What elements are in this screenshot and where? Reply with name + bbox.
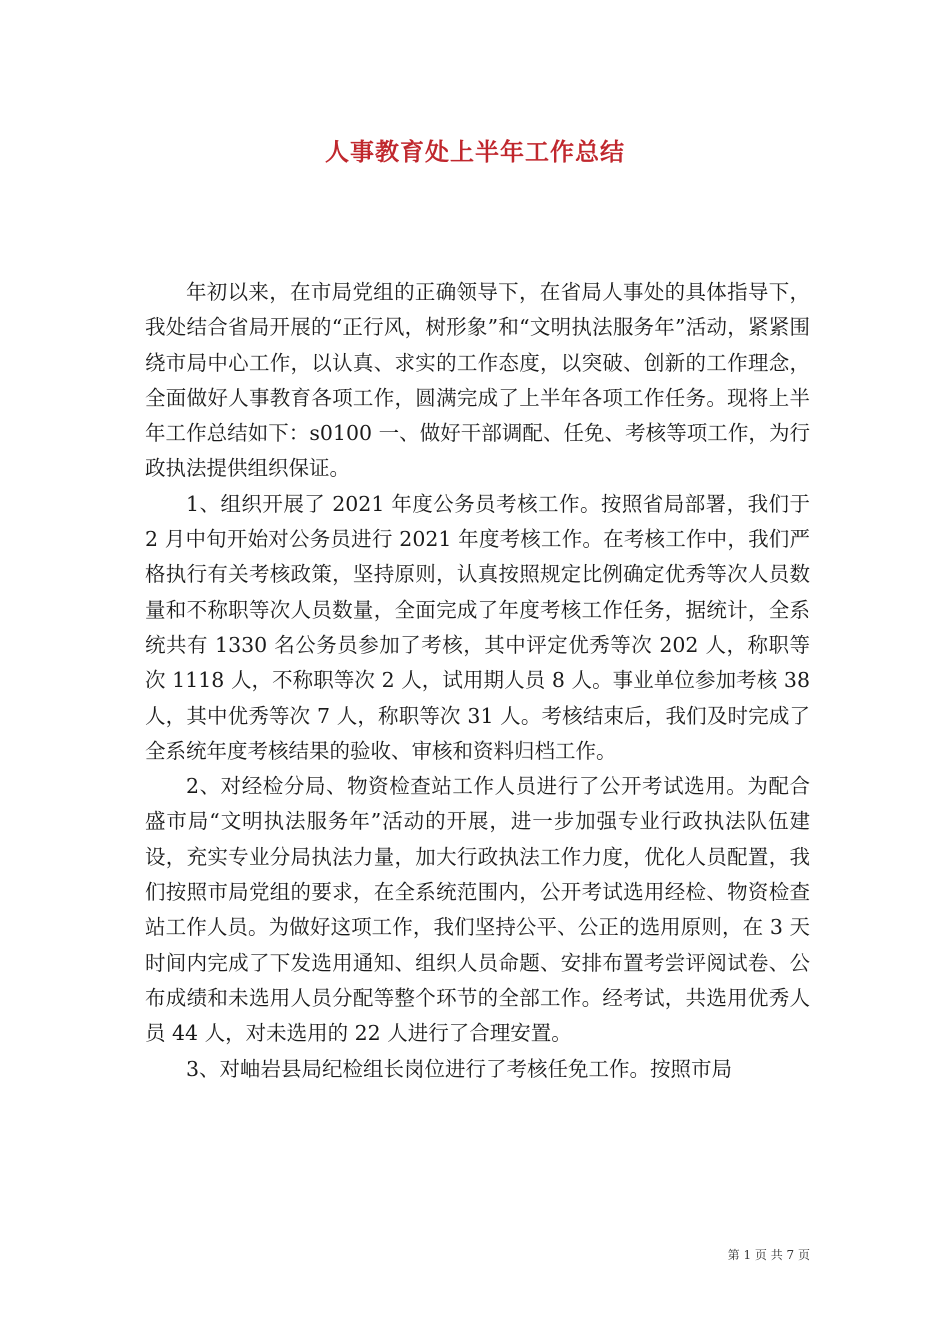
paragraph-item-1: 1、组织开展了 2021 年度公务员考核工作。按照省局部署，我们于 2 月中旬开始对公务员进行 2021 年度考核工作。在考核工作中，我们严格执行有关考核政策，坚持原则，认真按照规定比例确定优秀等次人员数量和不称职等次人员数量，全面完成了年度考核工作任务，据统计，全系统共有 1330 名公务员参加了考核，其中评定优秀等次 202 人，称职等次 1118 人，不称职等次 2 人，试用期人员 8 人。事业单位参加考核 38 人，其中优秀等次 7 人，称职等次 31 人。考核结束后，我们及时完成了全系统年度考核结果的验收、审核和资料归档工作。 bbox=[145, 491, 810, 763]
paragraph-item-3: 3、对岫岩县局纪检组长岗位进行了考核任免工作。按照市局 bbox=[186, 1056, 733, 1081]
document-body bbox=[145, 275, 810, 1087]
document-title: 人事教育处上半年工作总结 bbox=[325, 138, 625, 166]
paragraph-item-2: 2、对经检分局、物资检查站工作人员进行了公开考试选用。为配合盛市局“文明执法服务年”活动的开展，进一步加强专业行政执法队伍建设，充实专业分局执法力量，加大行政执法工作力度，优化人员配置，我们按照市局党组的要求，在全系统范围内，公开考试选用经检、物资检查站工作人员。为做好这项工作，我们坚持公平、公正的选用原则，在 3 天时间内完成了下发选用通知、组织人员命题、安排布置考尝评阅试卷、公布成绩和未选用人员分配等整个环节的全部工作。经考试，共选用优秀人员 44 人，对未选用的 22 人进行了合理安置。 bbox=[145, 774, 810, 1046]
page-number-footer: 第 1 页 共 7 页 bbox=[727, 1248, 810, 1262]
paragraph-intro: 年初以来，在市局党组的正确领导下，在省局人事处的具体指导下，我处结合省局开展的“正行风，树形象”和“文明执法服务年”活动，紧紧围绕市局中心工作，以认真、求实的工作态度，以突破、创新的工作理念，全面做好人事教育各项工作，圆满完成了上半年各项工作任务。现将上半年工作总结如下：s0100 一、做好干部调配、任免、考核等项工作，为行政执法提供组织保证。 bbox=[145, 280, 810, 481]
